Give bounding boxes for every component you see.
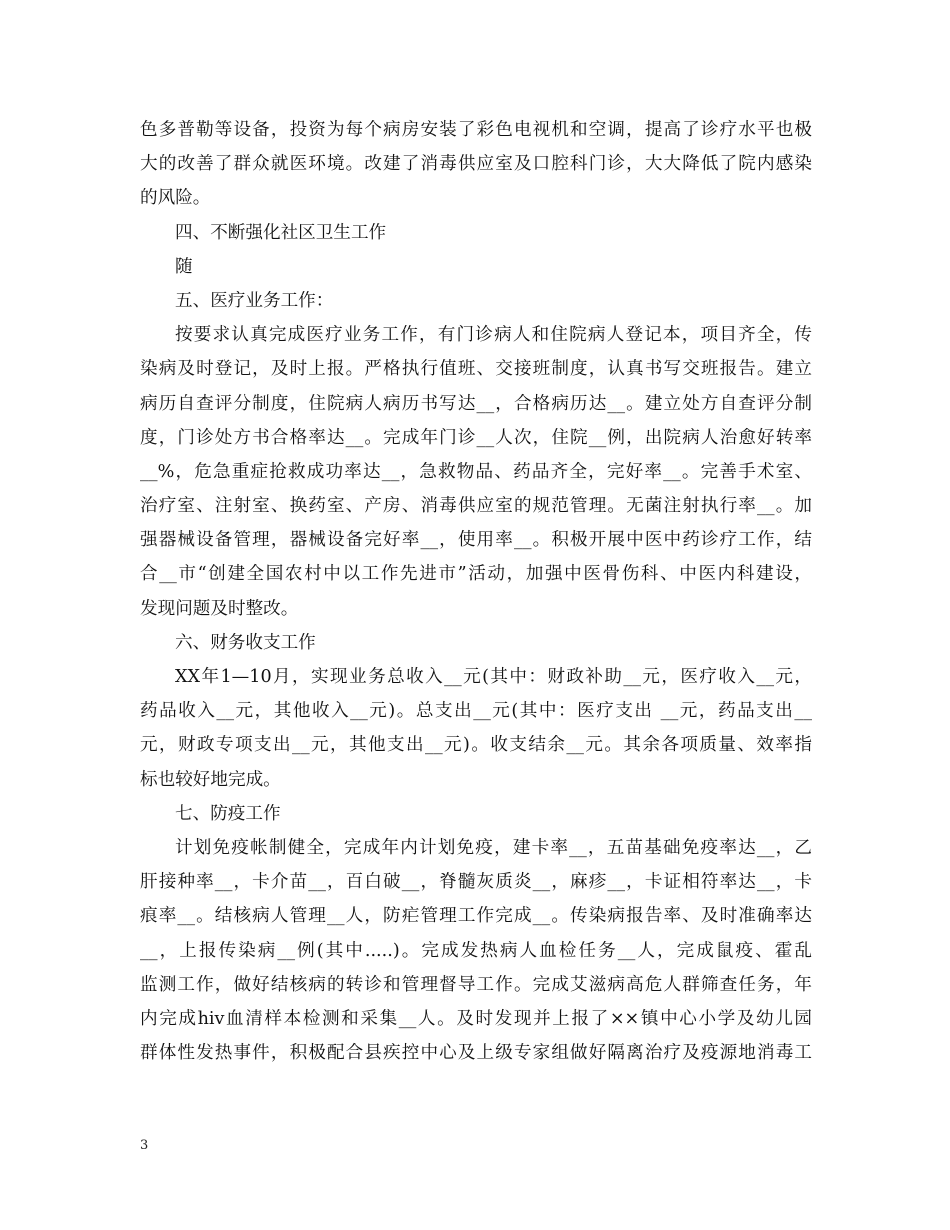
text-line: 染病及时登记，及时上报。严格执行值班、交接班制度，认真书写交班报告。建立 [140,359,812,380]
text-line: 肝接种率__，卡介苗__，百白破__，脊髓灰质炎__，麻疹__，卡证相符率达__，卡 [140,872,812,893]
text-line: 四、不断强化社区卫生工作 [175,222,387,243]
text-line: 药品收入__元，其他收入__元)。总支出__元(其中：医疗支出 __元，药品支出__ [140,701,812,722]
text-line: 六、财务收支工作 [175,632,316,653]
text-line: 痕率__。结核病人管理__人，防疟管理工作完成__。传染病报告率、及时准确率达 [140,906,812,927]
text-line: 标也较好地完成。 [140,769,281,790]
text-line: 监测工作，做好结核病的转诊和管理督导工作。完成艾滋病高危人群筛查任务，年 [140,974,812,995]
text-line: 计划免疫帐制健全，完成年内计划免疫，建卡率__，五苗基础免疫率达__，乙 [175,837,812,858]
text-line: 强器械设备管理，器械设备完好率__，使用率__。积极开展中医中药诊疗工作，结 [140,530,812,551]
page-number: 3 [140,1138,149,1153]
text-line: 五、医疗业务工作： [175,290,334,311]
text-line: __%，危急重症抢救成功率达__，急救物品、药品齐全，完好率__。完善手术室、 [140,461,812,482]
text-line: XX年1—10月，实现业务总收入__元(其中：财政补助__元，医疗收入__元， [175,667,812,687]
text-line: 发现问题及时整改。 [140,598,299,619]
text-line: 治疗室、注射室、换药室、产房、消毒供应室的规范管理。无菌注射执行率__。加 [140,496,812,517]
text-line: 按要求认真完成医疗业务工作，有门诊病人和住院病人登记本，项目齐全，传 [175,325,812,346]
text-line: 色多普勒等设备，投资为每个病房安装了彩色电视机和空调，提高了诊疗水平也极 [140,120,812,140]
document-body [140,113,812,1070]
text-line: 群体性发热事件，积极配合县疾控中心及上级专家组做好隔离治疗及疫源地消毒工 [140,1043,812,1064]
text-line: 度，门诊处方书合格率达__。完成年门诊__人次，住院__例，出院病人治愈好转率 [140,427,812,448]
text-line: 的风险。 [140,188,211,209]
text-line: 元，财政专项支出__元，其他支出__元)。收支结余__元。其余各项质量、效率指 [140,735,812,756]
text-line: 随 [175,256,193,277]
text-line: __，上报传染病__例(其中.....)。完成发热病人血检任务__人，完成鼠疫、霍乱 [140,940,812,961]
text-line: 合__市“创建全国农村中以工作先进市”活动，加强中医骨伤科、中医内科建设， [140,564,812,585]
text-line: 大的改善了群众就医环境。改建了消毒供应室及口腔科门诊，大大降低了院内感染 [140,154,812,175]
text-line: 病历自查评分制度，住院病人病历书写达__，合格病历达__。建立处方自查评分制 [140,393,812,414]
text-line: 七、防疫工作 [175,803,281,824]
text-line: 内完成hiv血清样本检测和采集__人。及时发现并上报了××镇中心小学及幼儿园 [140,1008,812,1029]
